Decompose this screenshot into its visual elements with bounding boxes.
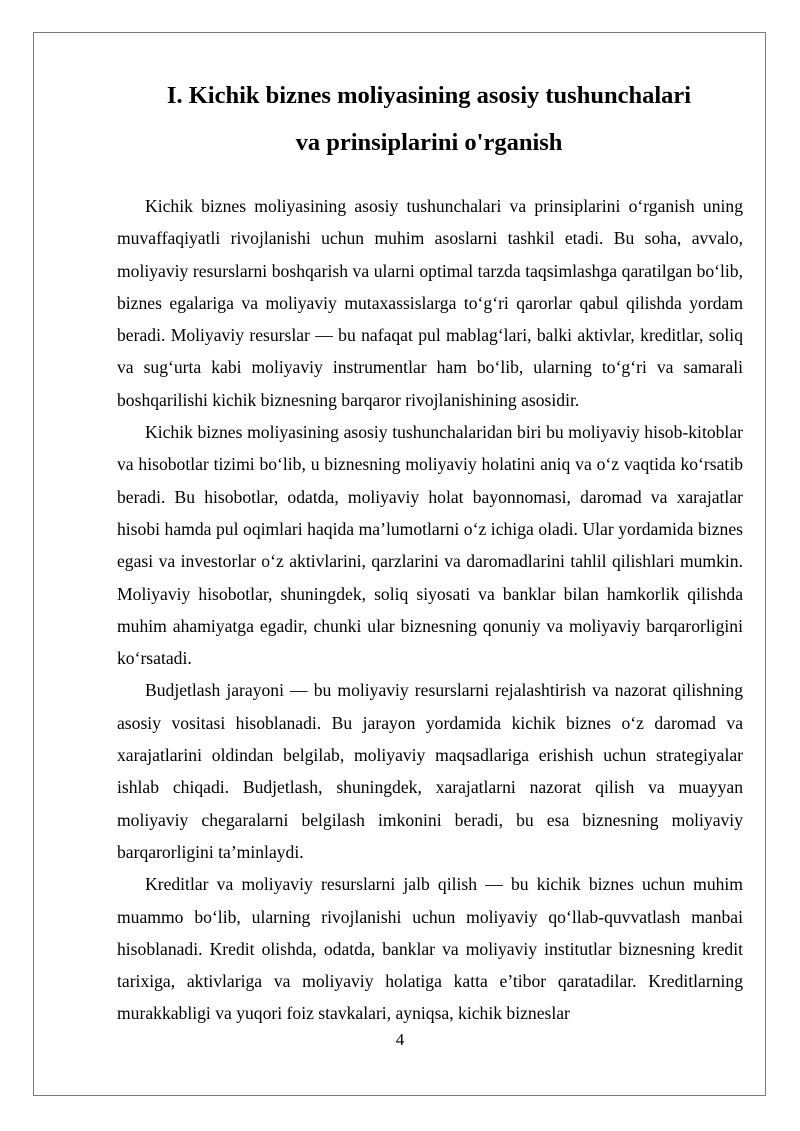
body-text	[117, 190, 743, 1030]
paragraph: Budjetlash jarayoni — bu moliyaviy resurslarni rejalashtirish va nazorat qilishning asosiy vositasi hisoblanadi. Bu jarayon yordamida kichik biznes o‘z daromad va xarajatlarini oldindan belgilab, moliyaviy maqsadlariga erishish uchun strategiyalar ishlab chiqadi. Budjetlash, shuningdek, xarajatlarni nazorat qilish va muayyan moliyaviy chegaralarni belgilash imkonini beradi, bu esa biznesning moliyaviy barqarorligini ta’minlaydi.	[117, 680, 743, 862]
paragraph: Kreditlar va moliyaviy resurslarni jalb qilish — bu kichik biznes uchun muhim muammo bo‘lib, ularning rivojlanishi uchun moliyaviy qo‘llab-quvvatlash manbai hisoblanadi. Kredit olishda, odatda, banklar va moliyaviy institutlar biznesning kredit tarixiga, aktivlariga va moliyaviy holatiga katta e’tibor qaratadilar. Kreditlarning murakkabligi va yuqori foiz stavkalari, ayniqsa, kichik bizneslar	[117, 874, 743, 1024]
section-title	[118, 72, 740, 166]
section-title-line-1: I. Kichik biznes moliyasining asosiy tushunchalari	[166, 82, 692, 109]
paragraph: Kichik biznes moliyasining asosiy tushunchalari va prinsiplarini o‘rganish uning muvaffaqiyatli rivojlanishi uchun muhim asoslarni tashkil etadi. Bu soha, avvalo, moliyaviy resurslarni boshqarish va ularni optimal tarzda taqsimlashga qaratilgan bo‘lib, biznes egalariga va moliyaviy mutaxassislarga to‘g‘ri qarorlar qabul qilishda yordam beradi. Moliyaviy resurslar — bu nafaqat pul mablag‘lari, balki aktivlar, kreditlar, soliq va sug‘urta kabi moliyaviy instrumentlar ham bo‘lib, ularning to‘g‘ri va samarali boshqarilishi kichik biznesning barqaror rivojlanishining asosidir.	[117, 196, 743, 410]
section-title-line-2: va prinsiplarini o'rganish	[295, 129, 563, 156]
paragraph: Kichik biznes moliyasining asosiy tushunchalaridan biri bu moliyaviy hisob-kitoblar va hisobotlar tizimi bo‘lib, u biznesning moliyaviy holatini aniq va o‘z vaqtida ko‘rsatib beradi. Bu hisobotlar, odatda, moliyaviy holat bayonnomasi, daromad va xarajatlar hisobi hamda pul oqimlari haqida ma’lumotlarni o‘z ichiga oladi. Ular yordamida biznes egasi va investorlar o‘z aktivlarini, qarzlarini va daromadlarini tahlil qilishlari mumkin. Moliyaviy hisobotlar, shuningdek, soliq siyosati va banklar bilan hamkorlik qilishda muhim ahamiyatga egadir, chunki ular biznesning qonuniy va moliyaviy barqarorligini ko‘rsatadi.	[117, 422, 743, 669]
page-number: 4	[395, 1030, 405, 1049]
